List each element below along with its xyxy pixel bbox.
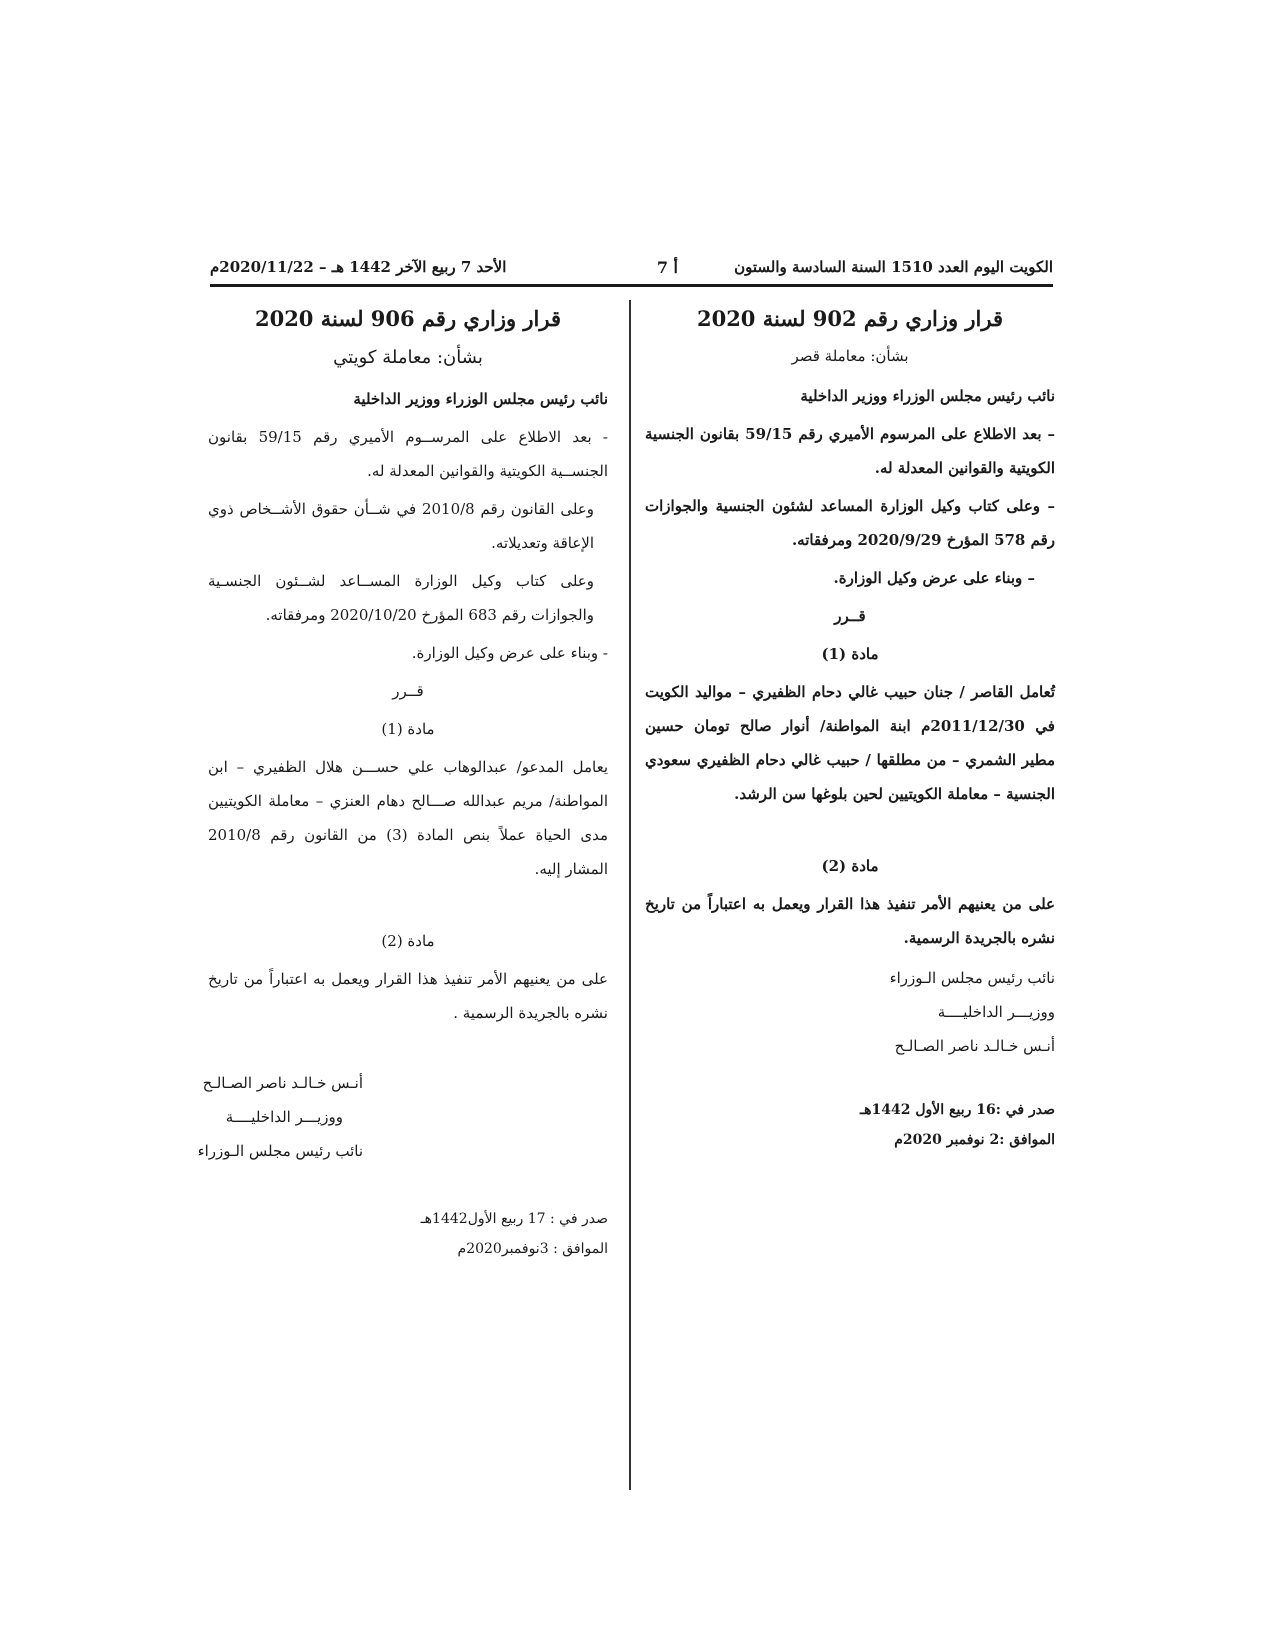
corresponding-date: الموافق : 3نوفمبر2020م xyxy=(457,1241,608,1257)
article-heading: مادة (2) xyxy=(821,857,879,875)
article-text: يعامل المدعو/ عبدالوهاب علي حســـن هلال الظفيري – ابن المواطنة/ مريم عبدالله صـــالح دهام العنزي – معاملة الكويتيين مدى الحياة عملاً بنص المادة (3) من القانون رقم 2010/8 المشار إليه. xyxy=(208,758,608,878)
issue-date: صدر في :16 ربيع الأول 1442هـ xyxy=(860,1102,1055,1118)
article-text: تُعامل القاصر / جنان حبيب غالي دحام الظفيري – مواليد الكويت في 2011/12/30م ابنة المواطنة/ أنوار صالح تومان حسين مطير الشمري – من مطلقها / حبيب غالي دحام الظفيري سعودي الجنسية – معاملة الكويتيين لحين بلوغها سن الرشد. xyxy=(645,683,1055,803)
signature-block xyxy=(163,1066,363,1168)
decree-title: قرار وزاري رقم 902 لسنة 2020 xyxy=(696,306,1004,331)
signature-line: نائب رئيس مجلس الـوزراء xyxy=(889,969,1055,987)
article-text: على من يعنيهم الأمر تنفيذ هذا القرار ويعمل به اعتباراً من تاريخ نشره بالجريدة الرسمية. xyxy=(645,895,1055,947)
recital: وعلى القانون رقم 2010/8 في شــأن حقوق الأشــخاص ذوي الإعاقة وتعديلاته. xyxy=(208,500,594,552)
article-text: على من يعنيهم الأمر تنفيذ هذا القرار ويعمل به اعتباراً من تاريخ نشره بالجريدة الرسمية . xyxy=(208,970,608,1022)
decided-heading: قــرر xyxy=(392,682,424,700)
article-heading: مادة (1) xyxy=(821,645,879,663)
header-gazette-issue: الكويت اليوم العدد 1510 السنة السادسة والستون xyxy=(734,258,1053,276)
header-divider xyxy=(210,284,1053,287)
decree-subject: بشأن: معاملة كويتي xyxy=(333,347,483,368)
corresponding-date: الموافق :2 نوفمبر 2020م xyxy=(894,1132,1055,1148)
decided-heading: قــرر xyxy=(834,607,866,625)
page-header xyxy=(210,258,1053,280)
header-date: الأحد 7 ربيع الآخر 1442 هـ – 2020/11/22م xyxy=(210,258,507,276)
recital: - بعد الاطلاع على المرســوم الأميري رقم 59/15 بقانون الجنســية الكويتية والقوانين المعدلة له. xyxy=(208,428,608,480)
decree-authority: نائب رئيس مجلس الوزراء ووزير الداخلية xyxy=(800,387,1055,405)
recital: – وعلى كتاب وكيل الوزارة المساعد لشئون الجنسية والجوازات رقم 578 المؤرخ 2020/9/29 ومرفقاته. xyxy=(645,497,1055,549)
recital: – وبناء على عرض وكيل الوزارة. xyxy=(833,569,1035,587)
signature-line: ووزيـــر الداخليــــة xyxy=(937,1003,1055,1021)
article-heading: مادة (2) xyxy=(381,932,435,950)
header-page-number: أ 7 xyxy=(656,258,678,277)
decree-902 xyxy=(645,300,1055,1155)
issue-date: صدر في : 17 ربيع الأول1442هـ xyxy=(420,1211,608,1227)
signature-line: ووزيـــر الداخليــــة xyxy=(225,1108,343,1126)
article-heading: مادة (1) xyxy=(381,720,435,738)
decree-authority: نائب رئيس مجلس الوزراء ووزير الداخلية xyxy=(353,390,608,408)
recital: – بعد الاطلاع على المرسوم الأميري رقم 59/15 بقانون الجنسية الكويتية والقوانين المعدلة له. xyxy=(645,425,1055,477)
issue-info xyxy=(208,1204,608,1264)
decree-title: قرار وزاري رقم 906 لسنة 2020 xyxy=(254,306,562,331)
signature-block xyxy=(855,961,1055,1063)
signature-line: أنـس خـالـد ناصر الصـالـح xyxy=(202,1074,363,1092)
signature-line: أنـس خـالـد ناصر الصـالـح xyxy=(894,1037,1055,1055)
decree-906 xyxy=(197,300,608,1264)
signature-line: نائب رئيس مجلس الـوزراء xyxy=(197,1142,363,1160)
column-divider xyxy=(629,300,631,1490)
decree-subject: بشأن: معاملة قصر xyxy=(791,347,909,365)
recital: - وبناء على عرض وكيل الوزارة. xyxy=(411,644,608,662)
issue-info xyxy=(860,1095,1055,1155)
recital: وعلى كتاب وكيل الوزارة المســاعد لشــئون الجنسـية والجوازات رقم 683 المؤرخ 2020/10/20 ومرفقاته. xyxy=(208,572,594,624)
